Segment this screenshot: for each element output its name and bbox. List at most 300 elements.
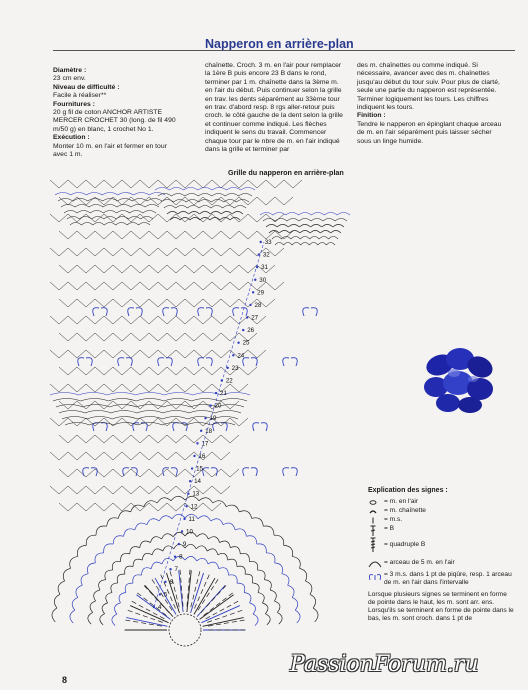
scallop-fan <box>87 417 112 420</box>
stitch-mark <box>167 589 169 594</box>
mesh-chain <box>50 282 68 290</box>
scallop-fan <box>92 217 104 220</box>
scallop-fan <box>300 237 309 240</box>
mesh-chain <box>203 503 221 511</box>
round-marker <box>189 480 191 482</box>
stitch-mark <box>141 623 146 624</box>
scallop-fan <box>212 188 226 191</box>
scallop-fan <box>212 194 225 197</box>
round-marker <box>232 354 234 356</box>
mesh-chain <box>95 265 113 273</box>
mesh-chain <box>59 367 77 375</box>
mesh-chain <box>176 248 194 256</box>
scallop-fan <box>319 237 328 240</box>
scallop-fan <box>320 231 330 234</box>
scallop-fan <box>81 399 109 402</box>
mesh-chain <box>50 486 68 494</box>
diagram-layer <box>50 180 350 646</box>
scallop-fan <box>239 194 252 197</box>
picot-leaf <box>311 308 317 316</box>
scallop-fan <box>161 200 174 203</box>
scallop-fan <box>171 194 184 197</box>
scallop-fan <box>299 219 311 222</box>
arch-row <box>96 526 107 535</box>
stitch-mark <box>193 595 194 600</box>
stitch-mark <box>220 609 224 611</box>
round-marker <box>183 518 185 520</box>
flower-petals <box>423 348 496 413</box>
mesh-chain <box>140 248 158 256</box>
mesh-chain <box>140 486 158 494</box>
round-number: 19 <box>209 415 217 423</box>
scallop-fan <box>210 212 221 215</box>
mesh-chain <box>104 316 122 324</box>
arch-row <box>230 547 240 554</box>
mesh-chain <box>95 469 113 477</box>
stitch-mark <box>157 625 162 626</box>
stitch-mark <box>166 609 169 613</box>
arch-row <box>207 549 218 555</box>
scallop-fan <box>164 399 192 402</box>
scallop-fan <box>64 211 77 214</box>
arch-row <box>245 574 253 583</box>
mesh-chain <box>95 503 113 511</box>
arch-row <box>152 549 163 555</box>
round-marker <box>196 442 198 444</box>
center-spoke <box>179 570 183 612</box>
legend-row-picot <box>368 571 516 587</box>
stitch-mark <box>197 579 198 584</box>
legend-text-quad: = quadruple B <box>384 541 426 548</box>
mesh-chain <box>104 350 122 358</box>
mesh-chain <box>248 180 266 188</box>
arch-row <box>197 534 209 539</box>
arch-row <box>199 498 213 503</box>
scallop-fan <box>55 193 71 196</box>
stitch-mark <box>132 601 136 603</box>
scallop-fan <box>116 223 127 226</box>
arch-row <box>237 583 245 592</box>
round-number: 17 <box>201 440 209 448</box>
mesh-chain <box>230 418 248 426</box>
scallop-fan <box>299 225 310 228</box>
stitch-mark <box>207 593 210 597</box>
picot-leaf <box>251 358 257 366</box>
scallop-fan <box>167 212 178 215</box>
round-marker <box>209 404 211 406</box>
scallop-fan <box>323 219 335 222</box>
mesh-chain <box>113 197 131 205</box>
scallop-fan <box>118 193 134 196</box>
scallop-fan <box>221 212 232 215</box>
arch-row <box>257 544 267 553</box>
stitch-mark <box>176 595 177 600</box>
picot-leaf <box>128 308 134 316</box>
picot-leaf <box>233 308 239 316</box>
stitch-mark <box>232 621 237 622</box>
round-marker <box>204 417 206 419</box>
round-number: 33 <box>264 239 272 246</box>
arch-row <box>77 545 86 556</box>
scallop-fan <box>178 212 189 215</box>
mesh-chain <box>50 248 68 256</box>
mesh-chain <box>149 197 167 205</box>
mesh-chain <box>257 197 275 205</box>
mesh-chain <box>131 265 149 273</box>
arch-row <box>115 603 121 614</box>
mesh-chain <box>59 197 77 205</box>
scallop-fan <box>79 393 108 396</box>
picot-leaf <box>83 468 89 476</box>
arch-row <box>52 608 57 622</box>
arch-row <box>63 568 70 581</box>
scallop-fan <box>326 243 335 246</box>
arch-row <box>270 590 276 601</box>
mesh-chain <box>266 282 284 290</box>
mesh-chain <box>167 197 185 205</box>
scallop-fan <box>127 223 138 226</box>
arch-row <box>162 534 174 539</box>
scallop-fan <box>219 399 247 402</box>
arch-row <box>104 544 114 553</box>
mesh-chain <box>230 248 248 256</box>
legend-text-slip: = m. chaînette <box>384 507 426 514</box>
mesh-chain <box>149 401 167 409</box>
mesh-chain <box>86 248 104 256</box>
arch-row <box>130 547 140 554</box>
stitch-mark <box>153 613 157 615</box>
picot-leaf <box>251 468 257 476</box>
round-marker <box>200 430 202 432</box>
mesh-chain <box>230 384 248 392</box>
arch-row <box>86 535 96 545</box>
mesh-chain <box>113 469 131 477</box>
arch-row <box>288 585 294 597</box>
mesh-chain <box>284 180 302 188</box>
mesh-chain <box>122 384 140 392</box>
mesh-chain <box>167 367 185 375</box>
picot-leaf <box>101 423 107 431</box>
arch-row <box>121 553 130 561</box>
mesh-chain <box>167 265 185 273</box>
mesh-chain <box>203 231 221 239</box>
scallop-fan <box>103 211 116 214</box>
mesh-chain <box>122 180 140 188</box>
scallop-fan <box>130 211 143 214</box>
stitch-mark <box>160 616 164 618</box>
diameter-value: 23 cm env. <box>53 75 86 83</box>
round-number: 16 <box>198 452 206 460</box>
scallop-fan <box>71 193 87 196</box>
arch-row <box>87 563 95 574</box>
scallop-fan <box>198 188 212 191</box>
stitch-mark <box>146 609 150 611</box>
arch-row <box>133 559 142 566</box>
scallop-fan <box>192 399 220 402</box>
picot-leaf <box>78 358 84 366</box>
info-column <box>53 67 181 159</box>
stitch-mark <box>208 625 213 626</box>
stitch-mark <box>158 621 163 623</box>
mesh-chain <box>185 299 203 307</box>
round-number: 25 <box>242 339 250 347</box>
mesh-chain <box>113 333 131 341</box>
stitch-mark <box>201 589 203 594</box>
scallop-fan <box>164 206 176 209</box>
picot-leaf <box>198 308 204 316</box>
page-title: Napperon en arrière-plan <box>205 37 354 51</box>
mesh-chain <box>185 265 203 273</box>
mesh-chain <box>221 333 239 341</box>
mesh-chain <box>212 316 230 324</box>
mesh-chain <box>176 486 194 494</box>
arch-row <box>223 523 235 530</box>
scallop-fan <box>266 225 277 228</box>
mesh-chain <box>275 197 293 205</box>
scallop-fan <box>198 194 211 197</box>
picot-leaf <box>206 358 212 366</box>
arch-row <box>253 614 258 626</box>
arch-row <box>70 556 78 568</box>
scallop-fan <box>83 405 110 408</box>
flower-photo <box>418 345 502 415</box>
mesh-chain <box>176 180 194 188</box>
arch-row <box>105 570 113 580</box>
round-marker <box>159 593 161 595</box>
picot-leaf <box>291 468 297 476</box>
picot-leaf <box>133 423 139 431</box>
scallop-fan <box>273 213 286 216</box>
mesh-chain <box>203 367 221 375</box>
mesh-chain <box>158 248 176 256</box>
mesh-chain <box>158 350 176 358</box>
mesh-chain <box>86 350 104 358</box>
scallop-fan <box>180 218 190 221</box>
instructions-column <box>205 62 347 154</box>
scallop-fan <box>318 243 327 246</box>
scallop-fan <box>186 423 210 426</box>
stitch-mark <box>194 604 196 609</box>
stitch-mark <box>143 616 148 618</box>
mesh-chain <box>68 316 86 324</box>
scallop-fan <box>110 405 137 408</box>
mesh-chain <box>68 350 86 358</box>
mesh-chain <box>95 435 113 443</box>
instructions-column-2 <box>357 62 507 146</box>
round-marker <box>246 316 248 318</box>
mesh-chain <box>140 316 158 324</box>
scallop-fan <box>107 393 136 396</box>
arch-row <box>219 568 229 575</box>
scallop-fan <box>190 405 217 408</box>
mesh-chain <box>77 299 95 307</box>
mesh-chain <box>158 180 176 188</box>
mesh-chain <box>59 333 77 341</box>
scallop-fan <box>311 219 323 222</box>
legend-row-dc <box>368 525 516 537</box>
scallop-fan <box>288 225 299 228</box>
scallop-fan <box>185 194 198 197</box>
double-crochet-icon <box>368 525 382 537</box>
scallop-fan <box>189 212 200 215</box>
arch-row <box>196 546 207 551</box>
mesh-chain <box>266 180 284 188</box>
mesh-chain <box>113 265 131 273</box>
mesh-chain <box>140 282 158 290</box>
mesh-chain <box>257 231 275 239</box>
stitch-mark <box>234 601 238 603</box>
mesh-chain <box>86 180 104 188</box>
picot-leaf <box>93 308 99 316</box>
arch-row <box>142 553 152 560</box>
scallop-fan <box>77 211 90 214</box>
stitch-mark <box>191 602 192 607</box>
scallop-fan <box>147 199 162 202</box>
stitch-mark <box>195 587 196 592</box>
mesh-chain <box>221 231 239 239</box>
legend-note: Lorsque plusieurs signes se terminent en forme de pointe dans le haut, les m. sont arr. ens. Lorsqu'ils se terminent en forme de pointe dans le bas, les m. sont croch. dans 1 pt de <box>368 591 514 622</box>
execution-value: Monter 10 m. en l'air et fermer en tour avec 1 m. <box>53 142 167 159</box>
mesh-chain <box>203 197 221 205</box>
picot-leaf <box>221 423 227 431</box>
round-number: 15 <box>196 465 203 473</box>
scallop-fan <box>311 213 324 216</box>
arch-row <box>107 518 119 526</box>
arch-row <box>151 562 162 569</box>
scallop-fan <box>337 213 350 216</box>
arch-row <box>262 603 268 614</box>
title-rule <box>53 50 515 51</box>
arch-row <box>100 614 105 625</box>
scallop-fan <box>335 219 347 222</box>
mesh-chain <box>230 282 248 290</box>
legend-title: Explication des signes : <box>368 487 448 494</box>
stitch-mark <box>207 575 209 580</box>
mesh-chain <box>50 350 68 358</box>
mesh-chain <box>68 282 86 290</box>
mesh-chain <box>68 384 86 392</box>
scallop-fan <box>286 213 299 216</box>
mesh-chain <box>176 452 194 460</box>
arch-row <box>99 580 106 590</box>
scallop-fan <box>85 411 111 414</box>
mesh-chain <box>239 231 257 239</box>
mesh-chain <box>95 367 113 375</box>
mesh-chain <box>68 248 86 256</box>
picot-leaf <box>171 308 177 316</box>
mesh-chain <box>203 265 221 273</box>
arch-row <box>244 592 251 602</box>
round-number: 8 <box>179 553 183 561</box>
round-number: 14 <box>194 478 202 486</box>
scallop-fan <box>213 417 238 420</box>
mesh-chain <box>59 231 77 239</box>
stitch-mark <box>240 620 245 621</box>
mesh-chain <box>230 316 248 324</box>
scallop-fan <box>163 411 189 414</box>
mesh-chain <box>194 384 212 392</box>
stitch-mark <box>211 586 214 590</box>
round-number: 12 <box>190 503 198 511</box>
scallop-fan <box>103 205 117 208</box>
picot-leaf <box>291 358 297 366</box>
round-marker <box>252 291 254 293</box>
legend-text-dc: = B <box>384 525 395 532</box>
mesh-chain <box>131 333 149 341</box>
picot-leaf <box>303 308 309 316</box>
round-marker <box>164 581 166 583</box>
chain-stitch-icon <box>368 498 382 507</box>
mesh-chain <box>86 316 104 324</box>
stitch-mark <box>224 623 229 624</box>
mesh-chain <box>86 214 104 222</box>
round-number: 9 <box>182 541 187 549</box>
mesh-chain <box>185 333 203 341</box>
stitch-mark <box>174 587 175 592</box>
scallop-fan <box>287 219 299 222</box>
mesh-chain <box>68 180 86 188</box>
arch-row <box>106 593 112 603</box>
round-marker <box>185 505 187 507</box>
mesh-chain <box>149 299 167 307</box>
mesh-chain <box>203 469 221 477</box>
mesh-chain <box>68 452 86 460</box>
picot-leaf <box>211 468 217 476</box>
mesh-chain <box>167 231 185 239</box>
arch-row <box>218 553 228 560</box>
mesh-chain <box>68 214 86 222</box>
stitch-mark <box>206 616 210 618</box>
scallop-fan <box>93 223 104 226</box>
arch-row <box>140 541 151 548</box>
arch-row <box>266 553 275 563</box>
crochet-diagram <box>40 160 380 680</box>
stitch-mark <box>178 602 179 607</box>
mesh-chain <box>185 367 203 375</box>
scallop-fan <box>275 243 284 246</box>
scallop-fan <box>164 393 193 396</box>
arch-row <box>81 574 88 586</box>
mesh-chain <box>149 265 167 273</box>
scallop-fan <box>116 217 128 220</box>
mesh-chain <box>131 367 149 375</box>
difficulty-label: Niveau de difficulté : <box>53 83 120 91</box>
page-number: 8 <box>62 675 68 685</box>
round-marker <box>237 341 239 343</box>
stitch-mark <box>237 610 242 612</box>
stitch-mark <box>139 605 143 607</box>
stitch-mark <box>198 597 200 602</box>
mesh-chain <box>221 197 239 205</box>
scallop-fan <box>199 200 212 203</box>
round-number: 24 <box>237 352 245 360</box>
stitch-mark <box>161 575 163 580</box>
mesh-chain <box>122 248 140 256</box>
mesh-chain <box>140 180 158 188</box>
round-number: 30 <box>259 276 267 284</box>
scallop-fan <box>324 213 337 216</box>
scallop-fan <box>310 237 319 240</box>
picot-leaf <box>283 468 289 476</box>
legend-row-slip <box>368 507 516 516</box>
mesh-chain <box>212 350 230 358</box>
mesh-chain <box>167 333 185 341</box>
mesh-chain <box>122 316 140 324</box>
stitch-mark <box>206 603 209 607</box>
arch-row <box>133 575 142 583</box>
arch-row <box>118 511 130 519</box>
arch-row <box>197 558 208 564</box>
